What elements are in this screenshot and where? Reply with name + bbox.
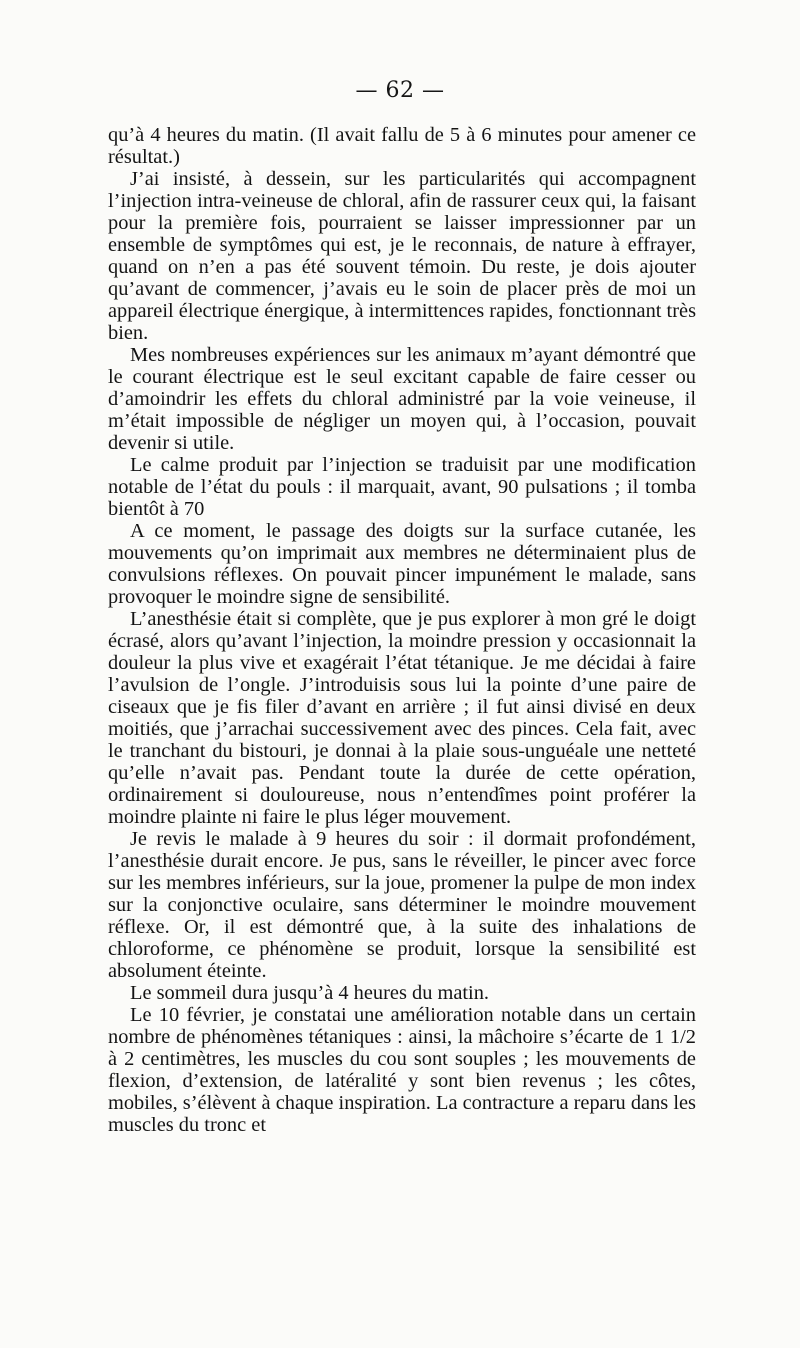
paragraph: Je revis le malade à 9 heures du soir : il dormait profondément, l’anesthésie durait encore. Je pus, sans le réveiller, le pincer avec force sur les membres inférieurs, sur la joue, promener la pulpe de mon index sur la conjonctive oculaire, sans déterminer le moindre mouvement réflexe. Or, il est démontré que, à la suite des inhalations de chloroforme, ce phénomène se produit, lorsque la sensibilité est absolument éteinte. [108,828,696,982]
paragraph: J’ai insisté, à dessein, sur les particularités qui accompagnent l’injection intra-veineuse de chloral, afin de rassurer ceux qui, la faisant pour la première fois, pourraient se laisser impressionner par un ensemble de symptômes qui est, je le reconnais, de nature à effrayer, quand on n’en a pas été souvent témoin. Du reste, je dois ajouter qu’avant de commencer, j’avais eu le soin de placer près de moi un appareil électrique énergique, à intermittences rapides, fonctionnant très bien. [108,168,696,344]
paragraph: Le sommeil dura jusqu’à 4 heures du matin. [130,982,490,1004]
paragraph: L’anesthésie était si complète, que je pus explorer à mon gré le doigt écrasé, alors qu’avant l’injection, la moindre pression y occasionnait la douleur la plus vive et exagérait l’état tétanique. Je me décidai à faire l’avulsion de l’ongle. J’introduisis sous lui la pointe d’une paire de ciseaux que je fis filer d’avant en arrière ; il fut ainsi divisé en deux moitiés, que j’arrachai successivement avec des pinces. Cela fait, avec le tranchant du bistouri, je donnai à la plaie sous-unguéale une netteté qu’elle n’avait pas. Pendant toute la durée de cette opération, ordinairement si douloureuse, nous n’entendîmes point proférer la moindre plainte ni faire le plus léger mouvement. [108,608,696,828]
paragraph: Mes nombreuses expériences sur les animaux m’ayant démontré que le courant électrique est le seul excitant capable de faire cesser ou d’amoindrir les effets du chloral administré par la voie veineuse, il m’était impossible de négliger un moyen qui, à l’occasion, pouvait devenir si utile. [108,344,696,454]
paragraph: Le 10 février, je constatai une amélioration notable dans un certain nombre de phénomènes tétaniques : ainsi, la mâchoire s’écarte de 1 1/2 à 2 centimètres, les muscles du cou sont souples ; les mouvements de flexion, d’extension, de latéralité y sont bien revenus ; les côtes, mobiles, s’élèvent à chaque inspiration. La contracture a reparu dans les muscles du tronc et [108,1004,696,1136]
page-number: — 62 — [355,78,445,103]
paragraph: qu’à 4 heures du matin. (Il avait fallu de 5 à 6 minutes pour amener ce résultat.) [108,124,696,168]
body-text [108,124,696,1136]
paragraph: A ce moment, le passage des doigts sur la surface cutanée, les mouvements qu’on imprimait aux membres ne déterminaient plus de convulsions réflexes. On pouvait pincer impunément le malade, sans provoquer le moindre signe de sensibilité. [108,520,696,608]
paragraph: Le calme produit par l’injection se traduisit par une modification notable de l’état du pouls : il marquait, avant, 90 pulsations ; il tomba bientôt à 70 [108,454,696,520]
